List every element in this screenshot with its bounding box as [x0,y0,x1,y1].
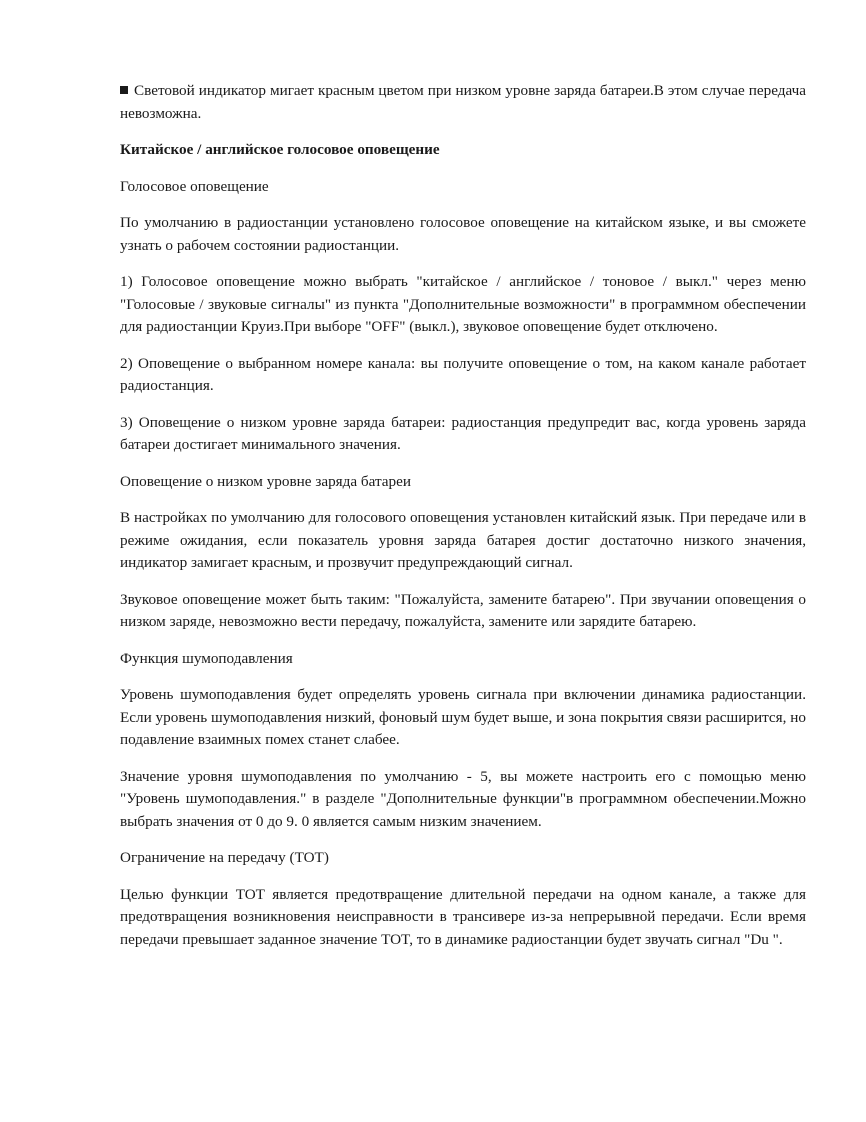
subheading-tot: Ограничение на передачу (TOT) [120,849,329,866]
section-heading-voice-prompt: Китайское / английское голосовое оповещение [120,141,440,158]
paragraph-item-1: 1) Голосовое оповещение можно выбрать "китайское / английское / тоновое / выкл." через меню "Голосовые / звуковые сигналы" из пункта "Дополнительные возможности" в программном обеспечении для радиостанции Круиз.При выборе "OFF" (выкл.), звуковое оповещение будет отключено. [120,273,806,335]
battery-indicator-text: Световой индикатор мигает красным цветом при низком уровне заряда батареи.В этом случае передача невозможна. [120,82,806,122]
document-page [120,80,806,965]
subheading-voice-prompt: Голосовое оповещение [120,177,269,195]
subheading-low-battery: Оповещение о низком уровне заряда батареи [120,472,412,490]
paragraph-item-3: 3) Оповещение о низком уровне заряда батареи: радиостанция предупредит вас, когда уровень заряда батареи достигает минимального значения. [120,413,806,453]
subheading-squelch: Функция шумоподавления [120,649,293,667]
paragraph-low-battery-sound: Звуковое оповещение может быть таким: "Пожалуйста, замените батарею". При звучании оповещения о низком заряде, невозможно вести передачу, пожалуйста, замените или зарядите батарею. [120,590,806,630]
paragraph-squelch-level: Уровень шумоподавления будет определять уровень сигнала при включении динамика радиостанции. Если уровень шумоподавления низкий, фоновый шум будет выше, и зона покрытия связи расширится, но подавление взаимных помех станет слабее. [120,686,806,748]
battery-indicator-paragraph [120,80,806,125]
paragraph-default-voice: По умолчанию в радиостанции установлено голосовое оповещение на китайском языке, и вы сможете узнать о рабочем состоянии радиостанции. [120,214,806,254]
paragraph-squelch-default: Значение уровня шумоподавления по умолчанию - 5, вы можете настроить его с помощью меню "Уровень шумоподавления." в разделе "Дополнительные функции"в программном обеспечении.Можно выбрать значения от 0 до 9. 0 является самым низким значением. [120,767,806,830]
square-bullet-icon [120,86,128,94]
paragraph-tot: Целью функции TOT является предотвращение длительной передачи на одном канале, а также для предотвращения возникновения неисправности в трансивере из-за непрерывной передачи. Если время передачи превышает заданное значение TOT, то в динамике радиостанции будет звучать сигнал "Du ". [120,885,806,948]
paragraph-low-battery-default: В настройках по умолчанию для голосового оповещения установлен китайский язык. При передаче или в режиме ожидания, если показатель уровня заряда батарея достиг достаточно низкого значения, индикатор замигает красным, и прозвучит предупреждающий сигнал. [120,509,806,571]
paragraph-item-2: 2) Оповещение о выбранном номере канала: вы получите оповещение о том, на каком канале работает радиостанция. [120,354,806,394]
